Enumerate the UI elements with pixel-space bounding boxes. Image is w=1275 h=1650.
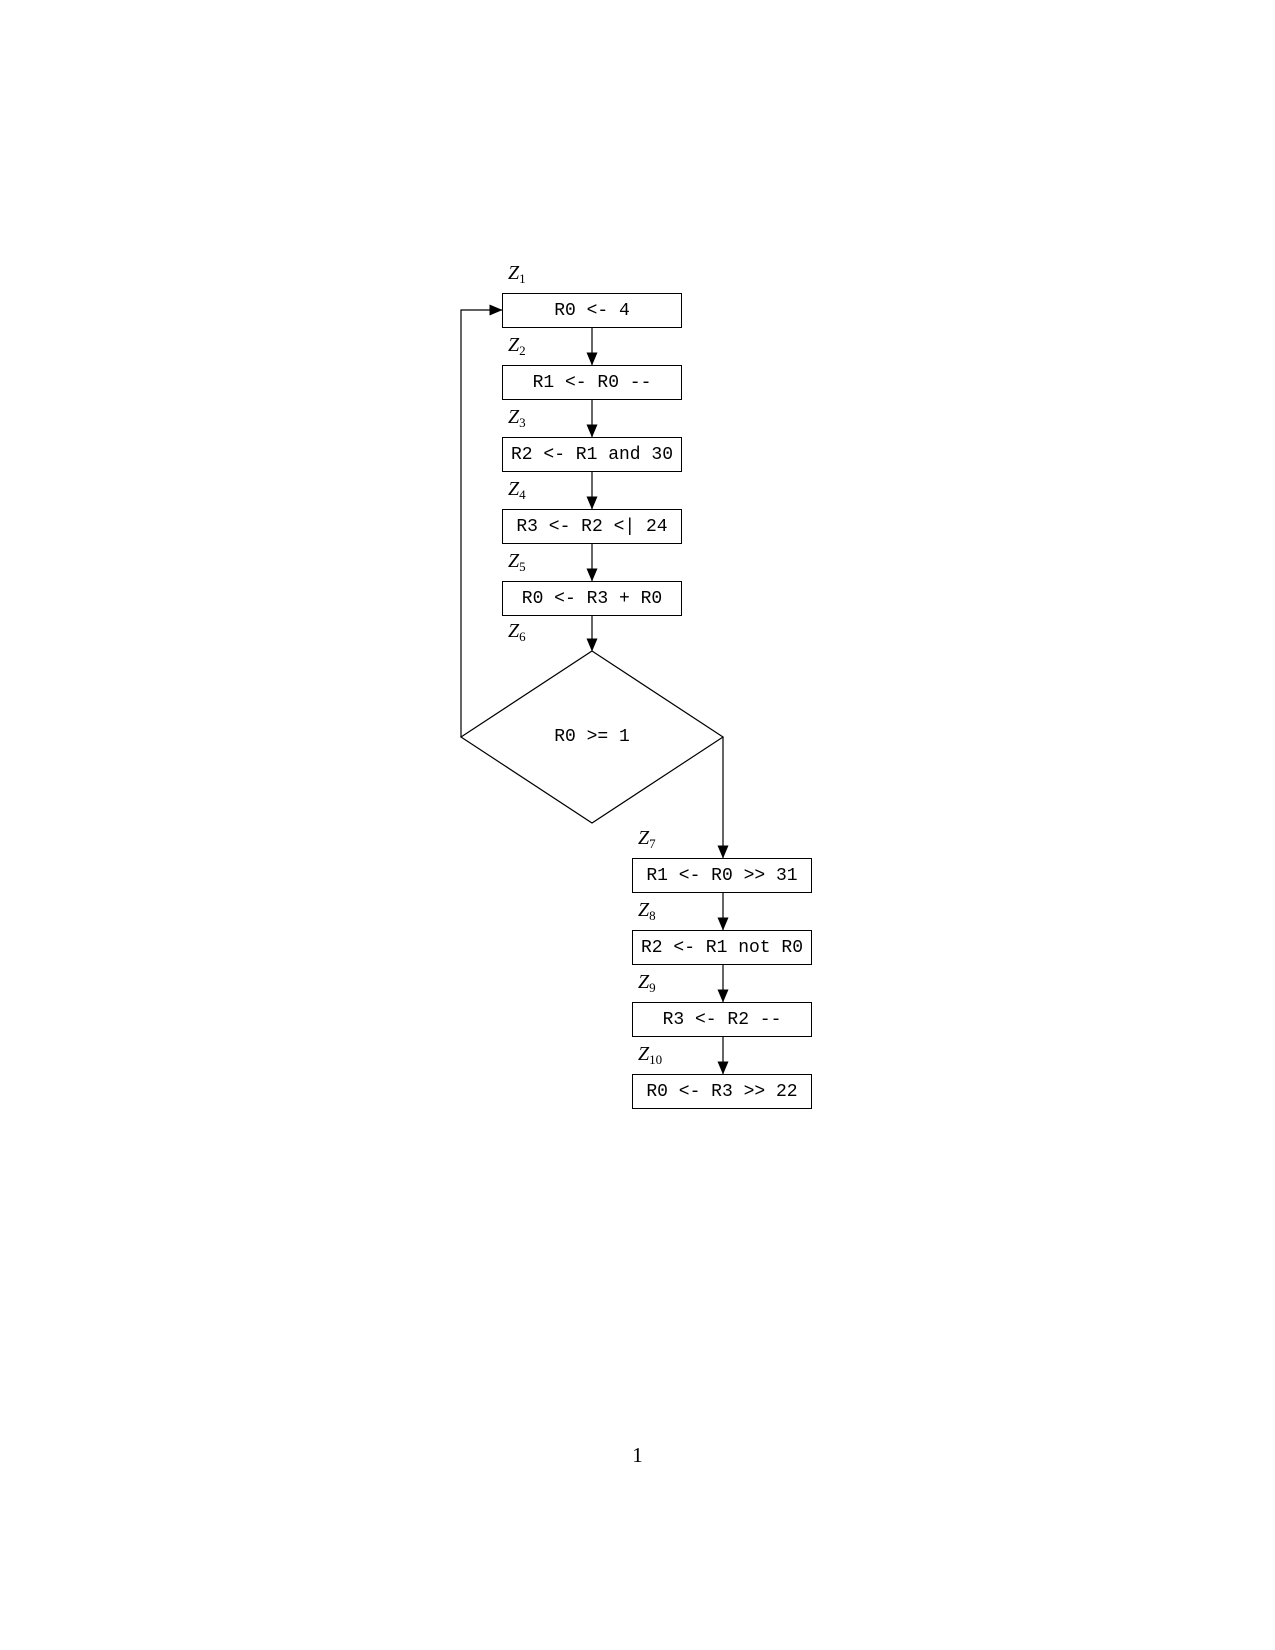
node-z10-label [638, 1043, 662, 1065]
node-z1-text: R0 <- 4 [554, 300, 630, 321]
node-z8-box [632, 930, 812, 965]
node-z9-label-sub: 9 [649, 980, 656, 995]
node-z2-label [508, 334, 526, 356]
node-z8-label-base: Z [638, 899, 650, 921]
node-z5-label [508, 550, 526, 572]
node-z2-label-base: Z [508, 334, 520, 356]
node-z7-label-sub: 7 [649, 836, 656, 851]
node-z7-box [632, 858, 812, 893]
node-z6-text: R0 >= 1 [554, 727, 630, 747]
node-z3-box [502, 437, 682, 472]
node-z7-label-base: Z [638, 827, 650, 849]
node-z6-label [508, 620, 526, 642]
node-z7-label [638, 827, 656, 849]
node-z3-label-base: Z [508, 406, 520, 428]
node-z5-label-base: Z [508, 550, 520, 572]
node-z8-label [638, 899, 656, 921]
node-z1-label-base: Z [508, 262, 520, 284]
node-z3-label-sub: 3 [519, 415, 526, 430]
page-number: 1 [632, 1443, 643, 1467]
node-z4-label [508, 478, 526, 500]
node-z4-box [502, 509, 682, 544]
edge-z6-z1-loop-back [461, 310, 502, 737]
node-z8-text: R2 <- R1 not R0 [640, 937, 804, 958]
node-z1-box [502, 293, 682, 328]
node-z5-text: R0 <- R3 + R0 [521, 588, 663, 609]
node-z2-box [502, 365, 682, 400]
node-z8-label-sub: 8 [649, 908, 656, 923]
node-z10-label-sub: 10 [649, 1052, 663, 1067]
node-z5-box [502, 581, 682, 616]
node-z2-text: R1 <- R0 -- [532, 372, 652, 393]
node-z9-text: R3 <- R2 -- [662, 1009, 782, 1030]
node-z9-label-base: Z [638, 971, 650, 993]
node-z3-label [508, 406, 526, 428]
node-z5-label-sub: 5 [519, 559, 526, 574]
node-z1-label-sub: 1 [519, 271, 526, 286]
node-z10-text: R0 <- R3 >> 22 [646, 1081, 798, 1102]
node-z6-label-base: Z [508, 620, 520, 642]
node-z6-label-sub: 6 [519, 629, 526, 644]
node-z10-label-base: Z [638, 1043, 650, 1065]
node-z1-label [508, 262, 526, 284]
node-z3-text: R2 <- R1 and 30 [510, 444, 674, 465]
node-z7-text: R1 <- R0 >> 31 [646, 865, 798, 886]
node-z9-box [632, 1002, 812, 1037]
node-z10-box [632, 1074, 812, 1109]
node-z4-label-sub: 4 [519, 487, 526, 502]
node-z4-label-base: Z [508, 478, 520, 500]
node-z2-label-sub: 2 [519, 343, 526, 358]
node-z4-text: R3 <- R2 <| 24 [516, 516, 668, 537]
node-z9-label [638, 971, 656, 993]
